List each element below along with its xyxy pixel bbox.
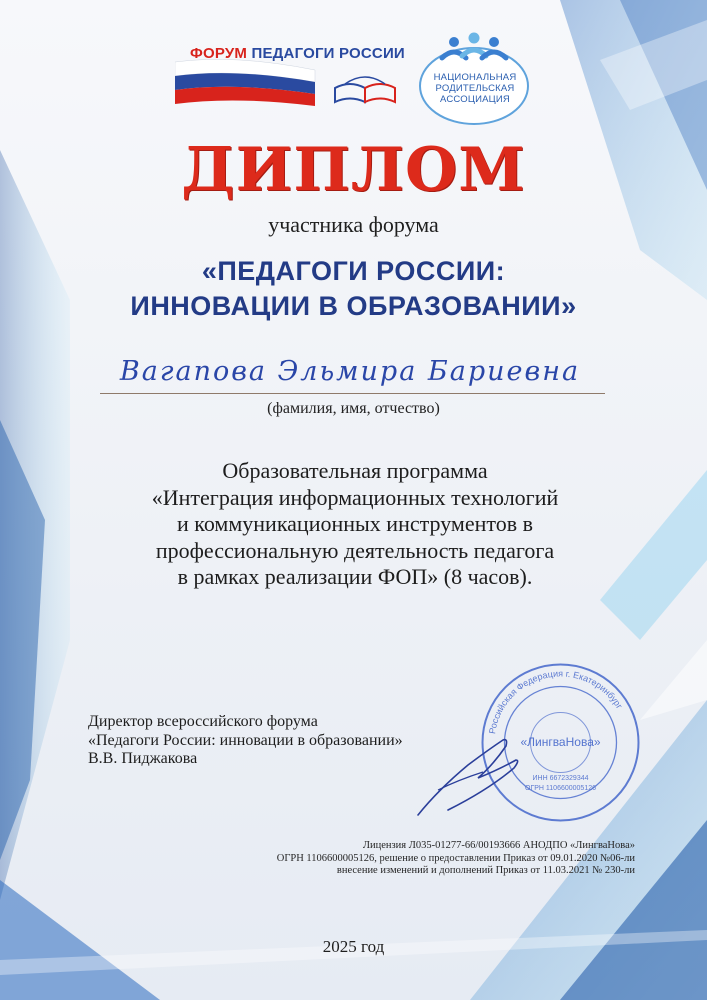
director-forum: «Педагоги России: инновации в образовании» — [88, 731, 403, 749]
recipient-name: Вагапова Эльмира Бариевна — [119, 356, 581, 387]
name-underline — [100, 393, 605, 394]
program-line: «Интеграция информационных технологий — [151, 484, 559, 510]
program-line: и коммуникационных инструментов в — [177, 511, 533, 536]
recipient-caption: (фамилия, имя, отчество) — [267, 400, 440, 417]
issue-year: 2025 год — [322, 937, 385, 956]
director-title: Директор всероссийского форума — [88, 713, 318, 730]
forum-name-line1: «ПЕДАГОГИ РОССИИ: — [201, 256, 506, 286]
license-line: ОГРН 1106600005126, решение о предоставлении Приказ от 09.01.2020 №06-ли — [276, 852, 635, 864]
license-line: внесение изменений и дополнений Приказ от 11.03.2021 № 230-ли — [336, 865, 635, 876]
association-line1: НАЦИОНАЛЬНАЯ — [433, 72, 517, 83]
forum-logo-text — [190, 45, 405, 62]
stamp-ring-text: Российская Федерация г. Екатеринбург — [487, 668, 625, 735]
stamp-ogrn: ОГРН 1106600005126 — [525, 785, 596, 792]
license-line: Лицензия Л035-01277-66/00193666 АНОДПО «ЛингваНова» — [362, 840, 635, 851]
association-logo-text — [420, 72, 530, 105]
director-name: В.В. Пиджакова — [88, 750, 198, 767]
program-line: Образовательная программа — [222, 458, 488, 483]
program-line: профессиональную деятельность педагога — [155, 537, 555, 563]
diploma-title: ДИПЛОМ — [181, 135, 526, 205]
license-info — [277, 840, 635, 878]
diploma-subtitle: участника форума — [268, 212, 439, 237]
director-block — [88, 713, 403, 769]
program-line: в рамках реализации ФОП» (8 часов). — [177, 564, 533, 589]
stamp-inn: ИНН 6672329344 — [532, 775, 589, 782]
association-line3: АССОЦИАЦИЯ — [440, 94, 510, 105]
program-description — [70, 458, 640, 591]
signature-icon — [408, 720, 538, 830]
forum-logo-part2: ПЕДАГОГИ РОССИИ — [251, 45, 405, 62]
forum-name-line2: ИННОВАЦИИ В ОБРАЗОВАНИИ» — [130, 291, 577, 321]
forum-logo-part1: ФОРУМ — [190, 45, 248, 62]
stamp-center-text: «ЛингваНова» — [520, 735, 601, 749]
association-line2: РОДИТЕЛЬСКАЯ — [435, 83, 515, 94]
